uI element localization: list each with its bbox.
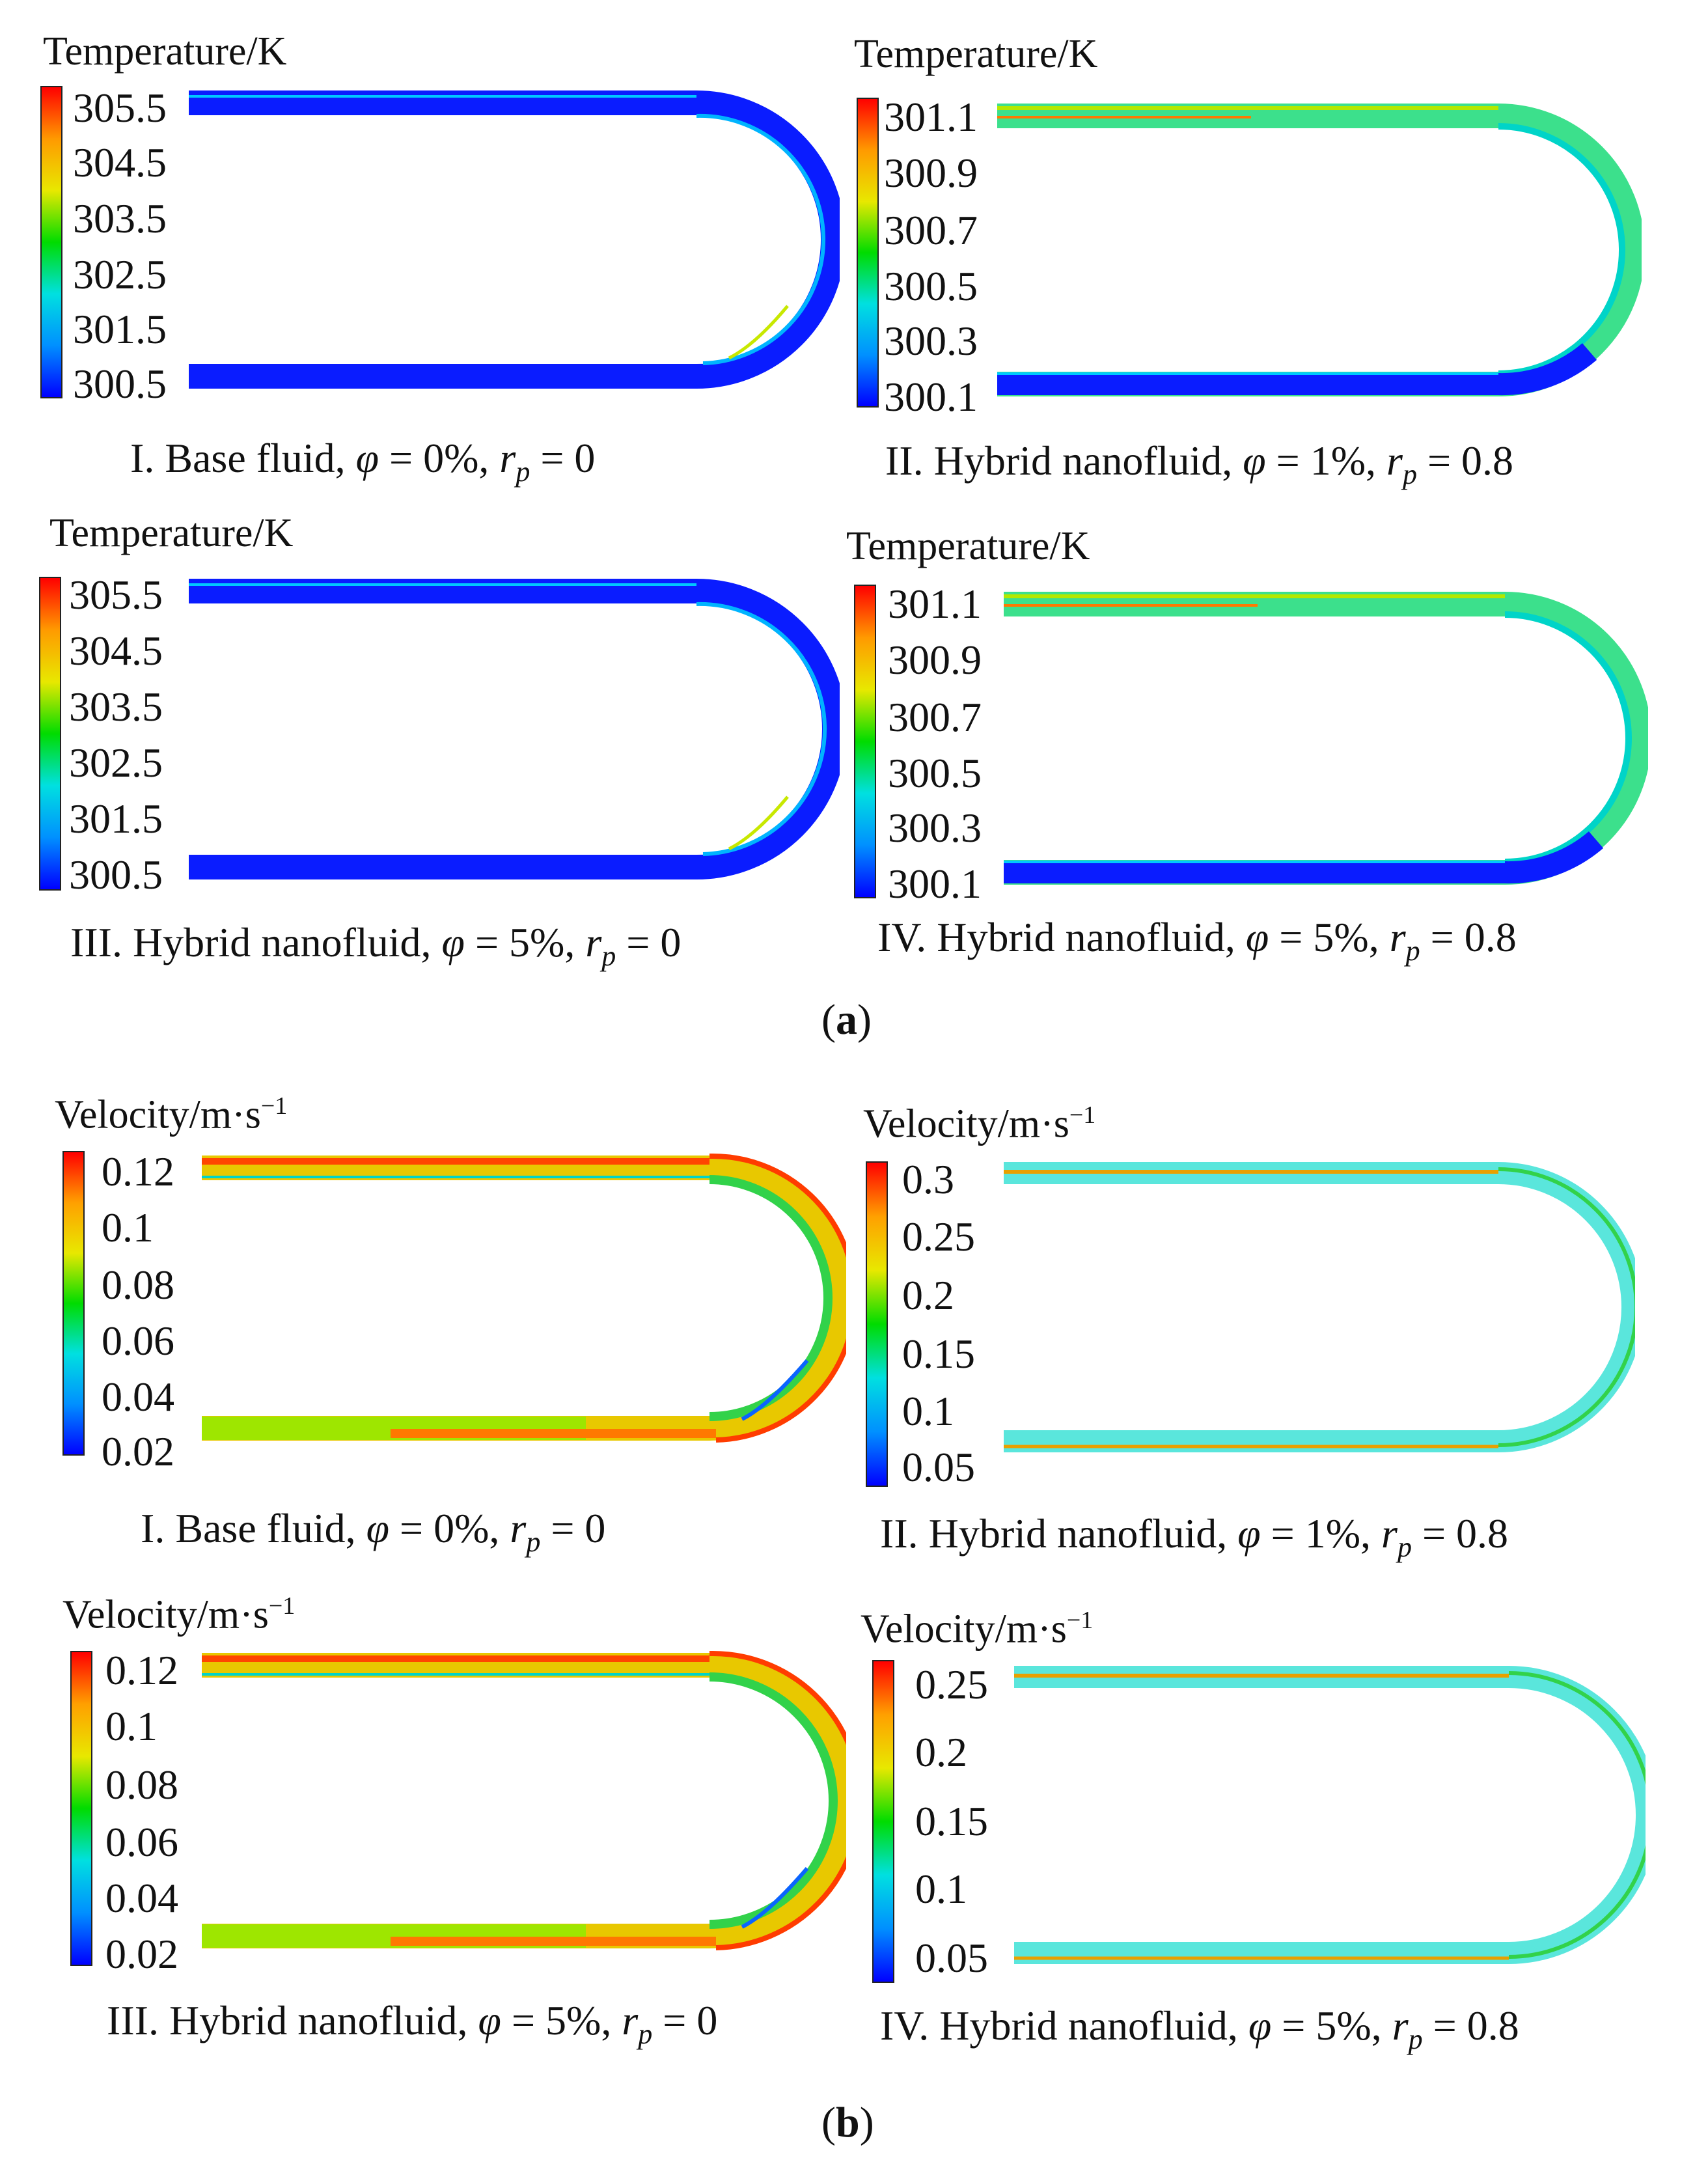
tick-label: 0.25 xyxy=(902,1213,975,1260)
legend-title: Temperature/K xyxy=(854,32,1098,76)
u-tube-contour xyxy=(182,573,840,892)
temperature-panel-3 xyxy=(0,482,854,972)
tick-label: 302.5 xyxy=(73,251,167,298)
velocity-colorbar xyxy=(70,1651,92,1966)
velocity-panel-4 xyxy=(854,1575,1708,2057)
tick-label: 300.3 xyxy=(888,805,982,851)
tick-label: 0.15 xyxy=(915,1798,988,1844)
tick-label: 0.1 xyxy=(915,1866,967,1912)
tick-label: 301.1 xyxy=(888,581,982,627)
tick-label: 300.5 xyxy=(73,361,167,407)
tick-label: 0.08 xyxy=(102,1262,174,1308)
tick-label: 0.2 xyxy=(902,1272,954,1318)
legend-title: Velocity/$m\cdot s^{-1}$ xyxy=(55,1092,288,1137)
u-tube-contour xyxy=(195,1643,846,1962)
tick-label: 0.3 xyxy=(902,1156,954,1202)
tick-label: 0.15 xyxy=(902,1331,975,1377)
velocity-panel-3 xyxy=(0,1575,854,2057)
tick-label: 301.1 xyxy=(884,94,978,140)
tick-label: 0.1 xyxy=(102,1204,154,1251)
tick-label: 0.2 xyxy=(915,1729,967,1775)
tick-label: 0.05 xyxy=(902,1444,975,1490)
tick-label: 305.5 xyxy=(69,572,163,618)
tick-label: 303.5 xyxy=(73,195,167,242)
figure-label-a: (a) xyxy=(821,996,872,1044)
tick-label: 300.1 xyxy=(888,861,982,907)
legend-title: Velocity/$m\cdot s^{-1}$ xyxy=(863,1101,1096,1146)
tick-label: 0.12 xyxy=(105,1647,178,1693)
tick-label: 300.9 xyxy=(888,637,982,683)
tick-label: 0.06 xyxy=(102,1318,174,1364)
tick-label: 0.04 xyxy=(102,1374,174,1420)
u-tube-contour xyxy=(991,98,1642,404)
tick-label: 301.5 xyxy=(69,796,163,842)
legend-title: Velocity/$m\cdot s^{-1}$ xyxy=(861,1607,1094,1652)
velocity-panel-2 xyxy=(854,1074,1708,1563)
temperature-panel-2 xyxy=(854,0,1708,490)
u-tube-contour xyxy=(195,1146,846,1452)
tick-label: 300.1 xyxy=(884,374,978,420)
tick-label: 0.12 xyxy=(102,1148,174,1195)
tick-label: 302.5 xyxy=(69,740,163,786)
panel-caption: IV. Hybrid nanofluid, φ = 5%, $r_p = 0.8$ xyxy=(880,2002,1519,2055)
tick-label: 0.1 xyxy=(105,1703,158,1749)
legend-title: Temperature/K xyxy=(49,511,294,555)
temperature-colorbar xyxy=(857,98,879,408)
panel-caption: II. Hybrid nanofluid, φ = 1%, $r_p = 0.8$ xyxy=(885,437,1514,490)
tick-label: 304.5 xyxy=(73,139,167,186)
panel-caption: III. Hybrid nanofluid, φ = 5%, $r_p = 0$ xyxy=(70,919,682,972)
tick-label: 300.5 xyxy=(888,750,982,796)
tick-label: 303.5 xyxy=(69,684,163,730)
velocity-colorbar xyxy=(62,1151,85,1456)
velocity-panel-1 xyxy=(0,1074,854,1556)
u-tube-contour xyxy=(182,85,840,397)
temperature-colorbar xyxy=(854,585,876,898)
legend-title: Temperature/K xyxy=(43,29,287,74)
tick-label: 304.5 xyxy=(69,628,163,674)
tick-label: 300.7 xyxy=(888,694,982,740)
tick-label: 300.9 xyxy=(884,150,978,196)
tick-label: 0.1 xyxy=(902,1388,954,1434)
tick-label: 300.5 xyxy=(884,263,978,309)
temperature-panel-4 xyxy=(846,482,1708,967)
legend-title: Velocity/$m\cdot s^{-1}$ xyxy=(62,1592,296,1637)
tick-label: 300.5 xyxy=(69,851,163,898)
tick-label: 0.02 xyxy=(102,1428,174,1474)
panel-caption: II. Hybrid nanofluid, φ = 1%, $r_p = 0.8$ xyxy=(880,1510,1509,1563)
u-tube-contour xyxy=(997,586,1648,892)
tick-label: 0.05 xyxy=(915,1935,988,1981)
panel-caption: III. Hybrid nanofluid, φ = 5%, $r_p = 0$ xyxy=(107,1997,718,2050)
legend-title: Temperature/K xyxy=(846,524,1090,568)
tick-label: 300.7 xyxy=(884,207,978,253)
velocity-colorbar xyxy=(866,1161,888,1487)
panel-caption: I. Base fluid, φ = 0%, $r_p = 0$ xyxy=(141,1505,606,1558)
temperature-colorbar xyxy=(40,86,62,398)
tick-label: 300.3 xyxy=(884,318,978,364)
tick-label: 301.5 xyxy=(73,306,167,352)
temperature-colorbar xyxy=(39,577,61,891)
u-tube-contour xyxy=(1008,1657,1646,1976)
tick-label: 0.04 xyxy=(105,1875,178,1921)
velocity-colorbar xyxy=(872,1660,894,1983)
tick-label: 0.06 xyxy=(105,1819,178,1865)
tick-label: 0.02 xyxy=(105,1931,178,1977)
tick-label: 0.25 xyxy=(915,1661,988,1708)
figure-label-b: (b) xyxy=(821,2099,874,2146)
tick-label: 0.08 xyxy=(105,1762,178,1808)
tick-label: 305.5 xyxy=(73,85,167,131)
temperature-panel-1 xyxy=(0,0,854,488)
panel-caption: I. Base fluid, φ = 0%, $r_p = 0$ xyxy=(130,435,596,488)
panel-caption: IV. Hybrid nanofluid, φ = 5%, $r_p = 0.8$ xyxy=(877,914,1517,967)
u-tube-contour xyxy=(997,1156,1635,1462)
